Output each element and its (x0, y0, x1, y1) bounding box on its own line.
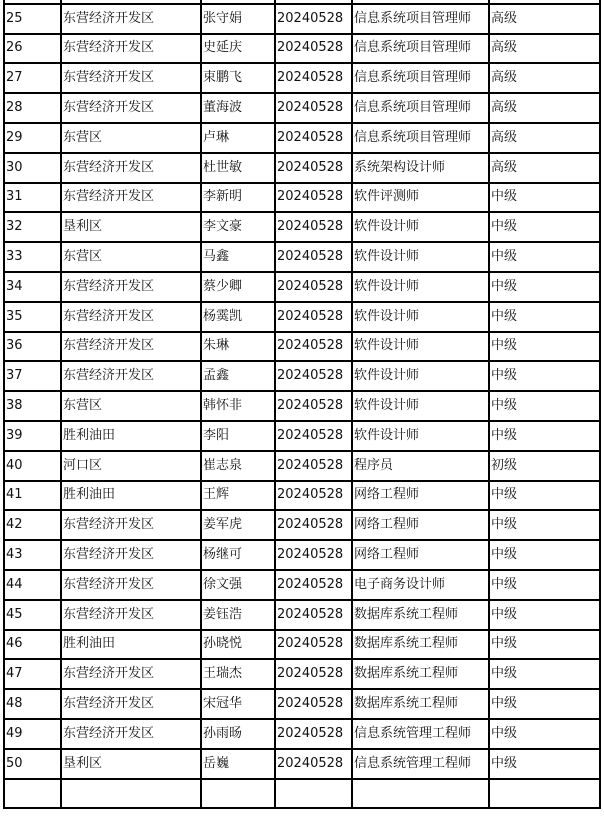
cell-date: 20240528 (275, 510, 352, 540)
table-row (4, 630, 600, 660)
cell-qualification: 电子商务设计师 (352, 570, 489, 600)
cell-level: 高级 (489, 63, 600, 93)
cell-qualification: 数据库系统工程师 (352, 600, 489, 630)
table-body (4, 0, 600, 808)
cell-date (275, 779, 352, 809)
cell-region: 河口区 (61, 451, 201, 481)
cell-level (489, 779, 600, 809)
cell-region: 东营经济开发区 (61, 34, 201, 64)
table-row (4, 719, 600, 749)
cell-index: 38 (4, 391, 61, 421)
cell-date: 20240528 (275, 659, 352, 689)
cell-region: 东营区 (61, 123, 201, 153)
cell-date: 20240528 (275, 451, 352, 481)
cell-date: 20240528 (275, 481, 352, 511)
cell-qualification: 信息系统项目管理师 (352, 63, 489, 93)
table-row (4, 600, 600, 630)
cell-region: 胜利油田 (61, 630, 201, 660)
table-row (4, 153, 600, 183)
cell-qualification: 软件设计师 (352, 212, 489, 242)
cell-level: 中级 (489, 510, 600, 540)
cell-date: 20240528 (275, 302, 352, 332)
cell-qualification: 信息系统管理工程师 (352, 749, 489, 779)
cell-region: 东营经济开发区 (61, 183, 201, 213)
table-row (4, 4, 600, 34)
cell-index: 46 (4, 630, 61, 660)
cell-index: 27 (4, 63, 61, 93)
cell-level: 中级 (489, 719, 600, 749)
cell-date: 20240528 (275, 4, 352, 34)
cell-date: 20240528 (275, 391, 352, 421)
cell-person-name: 韩怀非 (201, 391, 275, 421)
table-row (4, 749, 600, 779)
cell-index: 50 (4, 749, 61, 779)
cell-qualification: 数据库系统工程师 (352, 659, 489, 689)
cell-level: 初级 (489, 451, 600, 481)
cell-index: 48 (4, 689, 61, 719)
cell-index: 45 (4, 600, 61, 630)
cell-person-name: 徐文强 (201, 570, 275, 600)
cell-index: 30 (4, 153, 61, 183)
cell-level: 中级 (489, 272, 600, 302)
cell-date: 20240528 (275, 361, 352, 391)
cell-index: 26 (4, 34, 61, 64)
cell-index: 44 (4, 570, 61, 600)
cell-person-name: 杨霙凯 (201, 302, 275, 332)
table-row (4, 421, 600, 451)
cell-person-name: 孙晓悦 (201, 630, 275, 660)
cell-person-name: 张守娟 (201, 4, 275, 34)
table-row (4, 242, 600, 272)
table-row (4, 183, 600, 213)
table-row (4, 481, 600, 511)
cell-region: 东营经济开发区 (61, 689, 201, 719)
table-row (4, 123, 600, 153)
cell-date: 20240528 (275, 332, 352, 362)
cell-person-name: 李阳 (201, 421, 275, 451)
cell-date: 20240528 (275, 212, 352, 242)
table-row (4, 391, 600, 421)
cell-date: 20240528 (275, 153, 352, 183)
cell-person-name: 马鑫 (201, 242, 275, 272)
cell-qualification: 软件设计师 (352, 302, 489, 332)
cell-qualification: 网络工程师 (352, 481, 489, 511)
cell-qualification: 网络工程师 (352, 510, 489, 540)
cell-qualification: 软件设计师 (352, 391, 489, 421)
cell-index (4, 779, 61, 809)
cell-index: 36 (4, 332, 61, 362)
cell-person-name: 李文豪 (201, 212, 275, 242)
cell-index: 47 (4, 659, 61, 689)
cell-person-name: 卢琳 (201, 123, 275, 153)
cell-region: 东营经济开发区 (61, 659, 201, 689)
cell-level: 中级 (489, 212, 600, 242)
cell-date: 20240528 (275, 689, 352, 719)
cell-qualification: 系统架构设计师 (352, 153, 489, 183)
cell-level: 中级 (489, 570, 600, 600)
cell-date: 20240528 (275, 749, 352, 779)
table-row (4, 659, 600, 689)
cell-index: 32 (4, 212, 61, 242)
cell-index: 25 (4, 4, 61, 34)
cell-region: 东营经济开发区 (61, 93, 201, 123)
cell-qualification: 程序员 (352, 451, 489, 481)
cell-qualification: 数据库系统工程师 (352, 630, 489, 660)
cell-person-name: 董海波 (201, 93, 275, 123)
cell-level: 中级 (489, 183, 600, 213)
table-row (4, 451, 600, 481)
cell-qualification (352, 779, 489, 809)
cell-region: 东营经济开发区 (61, 510, 201, 540)
cell-region: 东营经济开发区 (61, 540, 201, 570)
cell-level: 中级 (489, 689, 600, 719)
table-row (4, 212, 600, 242)
cell-qualification: 软件设计师 (352, 361, 489, 391)
cell-date: 20240528 (275, 719, 352, 749)
cell-level: 中级 (489, 332, 600, 362)
cell-level: 中级 (489, 481, 600, 511)
cell-region: 东营经济开发区 (61, 719, 201, 749)
cell-date: 20240528 (275, 421, 352, 451)
cell-qualification: 信息系统项目管理师 (352, 93, 489, 123)
cell-person-name: 李新明 (201, 183, 275, 213)
cell-date: 20240528 (275, 630, 352, 660)
cell-person-name: 姜军虎 (201, 510, 275, 540)
cell-level: 中级 (489, 749, 600, 779)
cell-level: 中级 (489, 600, 600, 630)
table-row (4, 689, 600, 719)
cell-person-name: 岳巍 (201, 749, 275, 779)
cell-date: 20240528 (275, 183, 352, 213)
cell-person-name: 宋冠华 (201, 689, 275, 719)
cell-qualification: 信息系统项目管理师 (352, 123, 489, 153)
cell-index: 29 (4, 123, 61, 153)
cell-date: 20240528 (275, 34, 352, 64)
cell-date: 20240528 (275, 93, 352, 123)
cell-person-name: 孙雨旸 (201, 719, 275, 749)
cell-level: 高级 (489, 34, 600, 64)
cell-person-name: 孟鑫 (201, 361, 275, 391)
cell-person-name: 史延庆 (201, 34, 275, 64)
cell-person-name: 蔡少卿 (201, 272, 275, 302)
cell-qualification: 网络工程师 (352, 540, 489, 570)
cell-region: 东营经济开发区 (61, 332, 201, 362)
cell-region: 东营经济开发区 (61, 600, 201, 630)
cell-index: 34 (4, 272, 61, 302)
certificate-table-container (3, 0, 601, 809)
cell-index: 42 (4, 510, 61, 540)
cell-qualification: 软件评测师 (352, 183, 489, 213)
cell-qualification: 软件设计师 (352, 421, 489, 451)
cell-index: 39 (4, 421, 61, 451)
cell-qualification: 软件设计师 (352, 272, 489, 302)
cell-index: 31 (4, 183, 61, 213)
cell-region: 东营区 (61, 391, 201, 421)
cell-region: 胜利油田 (61, 481, 201, 511)
table-row (4, 540, 600, 570)
cell-date: 20240528 (275, 540, 352, 570)
cell-level: 中级 (489, 630, 600, 660)
cell-region: 东营经济开发区 (61, 302, 201, 332)
cell-qualification: 软件设计师 (352, 242, 489, 272)
cell-date: 20240528 (275, 570, 352, 600)
cell-person-name: 王辉 (201, 481, 275, 511)
cell-region: 垦利区 (61, 749, 201, 779)
cell-index: 37 (4, 361, 61, 391)
cell-region: 垦利区 (61, 212, 201, 242)
cell-level: 高级 (489, 153, 600, 183)
certificate-table (3, 0, 601, 809)
cell-date: 20240528 (275, 123, 352, 153)
cell-person-name (201, 779, 275, 809)
cell-index: 28 (4, 93, 61, 123)
cell-date: 20240528 (275, 600, 352, 630)
cell-person-name: 崔志泉 (201, 451, 275, 481)
cell-region: 东营经济开发区 (61, 361, 201, 391)
cell-qualification: 数据库系统工程师 (352, 689, 489, 719)
cell-qualification: 信息系统管理工程师 (352, 719, 489, 749)
cell-level: 中级 (489, 361, 600, 391)
cell-qualification: 软件设计师 (352, 332, 489, 362)
cell-region: 东营经济开发区 (61, 4, 201, 34)
cell-person-name: 王瑞杰 (201, 659, 275, 689)
cell-date: 20240528 (275, 272, 352, 302)
cell-level: 中级 (489, 421, 600, 451)
table-row (4, 272, 600, 302)
cell-region: 东营区 (61, 242, 201, 272)
table-row (4, 570, 600, 600)
cell-qualification: 信息系统项目管理师 (352, 4, 489, 34)
table-row (4, 63, 600, 93)
table-row (4, 332, 600, 362)
cell-level: 高级 (489, 4, 600, 34)
cell-level: 高级 (489, 93, 600, 123)
table-row (4, 93, 600, 123)
cell-region: 东营经济开发区 (61, 153, 201, 183)
table-row (4, 34, 600, 64)
cell-region: 东营经济开发区 (61, 272, 201, 302)
table-row (4, 302, 600, 332)
cell-person-name: 束鹏飞 (201, 63, 275, 93)
table-row (4, 361, 600, 391)
cell-region: 东营经济开发区 (61, 570, 201, 600)
cell-level: 中级 (489, 302, 600, 332)
cell-level: 中级 (489, 391, 600, 421)
cell-level: 高级 (489, 123, 600, 153)
cell-level: 中级 (489, 540, 600, 570)
cell-index: 33 (4, 242, 61, 272)
cell-date: 20240528 (275, 63, 352, 93)
table-row (4, 779, 600, 809)
cell-qualification: 信息系统项目管理师 (352, 34, 489, 64)
cell-person-name: 杜世敏 (201, 153, 275, 183)
cell-index: 49 (4, 719, 61, 749)
cell-region: 东营经济开发区 (61, 63, 201, 93)
cell-index: 35 (4, 302, 61, 332)
cell-person-name: 杨继可 (201, 540, 275, 570)
cell-index: 40 (4, 451, 61, 481)
cell-person-name: 姜钰浩 (201, 600, 275, 630)
table-row (4, 510, 600, 540)
cell-index: 43 (4, 540, 61, 570)
cell-level: 中级 (489, 659, 600, 689)
cell-region (61, 779, 201, 809)
cell-index: 41 (4, 481, 61, 511)
cell-person-name: 朱琳 (201, 332, 275, 362)
cell-level: 中级 (489, 242, 600, 272)
cell-region: 胜利油田 (61, 421, 201, 451)
cell-date: 20240528 (275, 242, 352, 272)
